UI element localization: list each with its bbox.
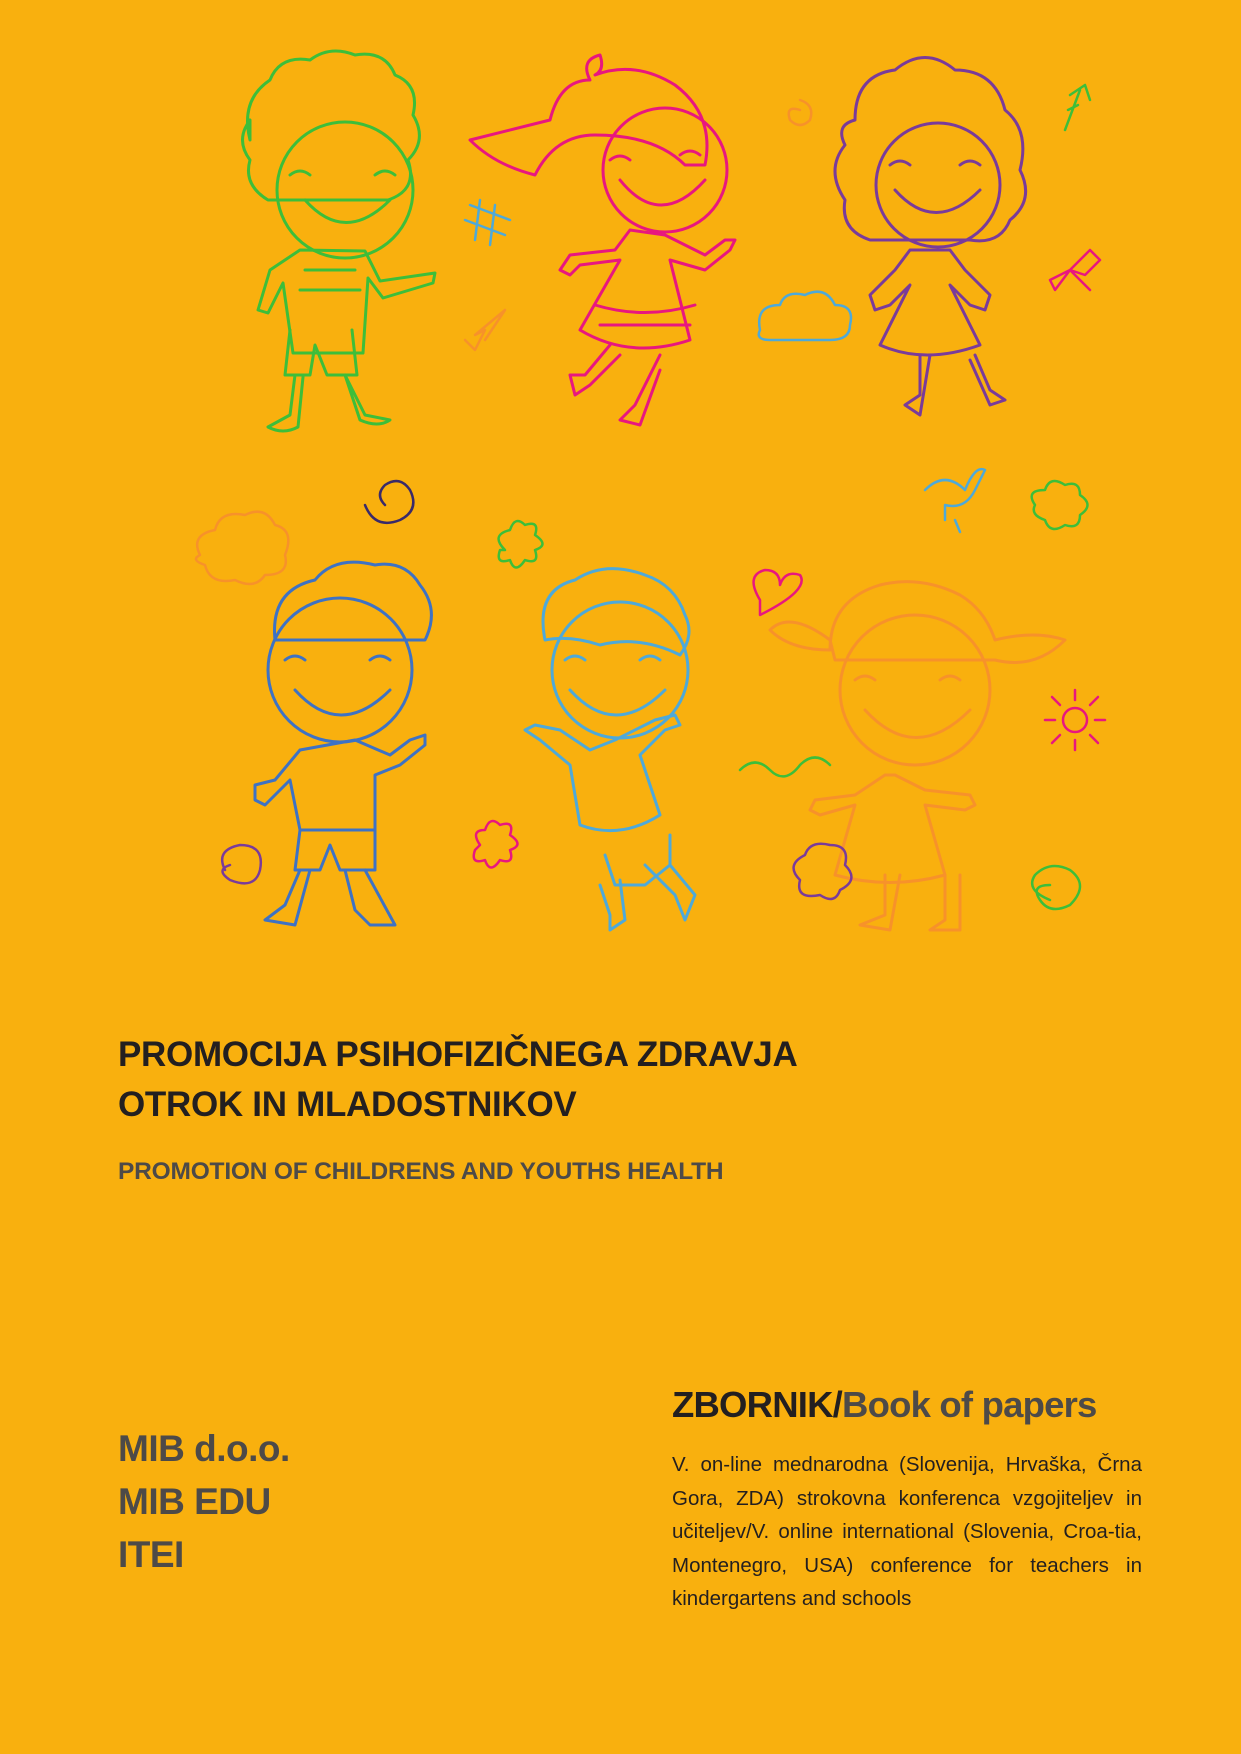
green-boy-drawing <box>243 51 436 431</box>
cover-title-line1: PROMOCIJA PSIHOFIZIČNEGA ZDRAVJA <box>118 1035 798 1074</box>
publisher-itei: ITEI <box>118 1534 184 1575</box>
conference-description: V. on-line mednarodna (Slovenija, Hrvaška, Črna Gora, ZDA) strokovna konferenca vzgojiteljev in učiteljev/V. online international (Slovenia, Croa-tia, Montenegro, USA) conference for teachers in kindergartens and schools <box>672 1453 1142 1610</box>
book-title-prefix: ZBORNIK/ <box>672 1384 843 1425</box>
book-title-suffix: Book of papers <box>842 1384 1097 1425</box>
lightblue-boy-drawing <box>525 569 695 930</box>
publisher-mib-edu: MIB EDU <box>118 1481 271 1522</box>
cover-title <box>118 1030 1018 1130</box>
cover-title-line2: OTROK IN MLADOSTNIKOV <box>118 1085 577 1124</box>
orange-girl-drawing <box>770 582 1065 930</box>
publishers-list <box>118 1422 290 1581</box>
purple-girl-drawing <box>835 58 1026 416</box>
publisher-mib-doo: MIB d.o.o. <box>118 1428 290 1469</box>
pink-girl-drawing <box>470 55 735 425</box>
book-title <box>672 1384 1142 1426</box>
cover-subtitle: PROMOTION OF CHILDRENS AND YOUTHS HEALTH <box>118 1158 724 1185</box>
book-info <box>672 1384 1142 1616</box>
blue-boy-drawing <box>255 562 431 925</box>
